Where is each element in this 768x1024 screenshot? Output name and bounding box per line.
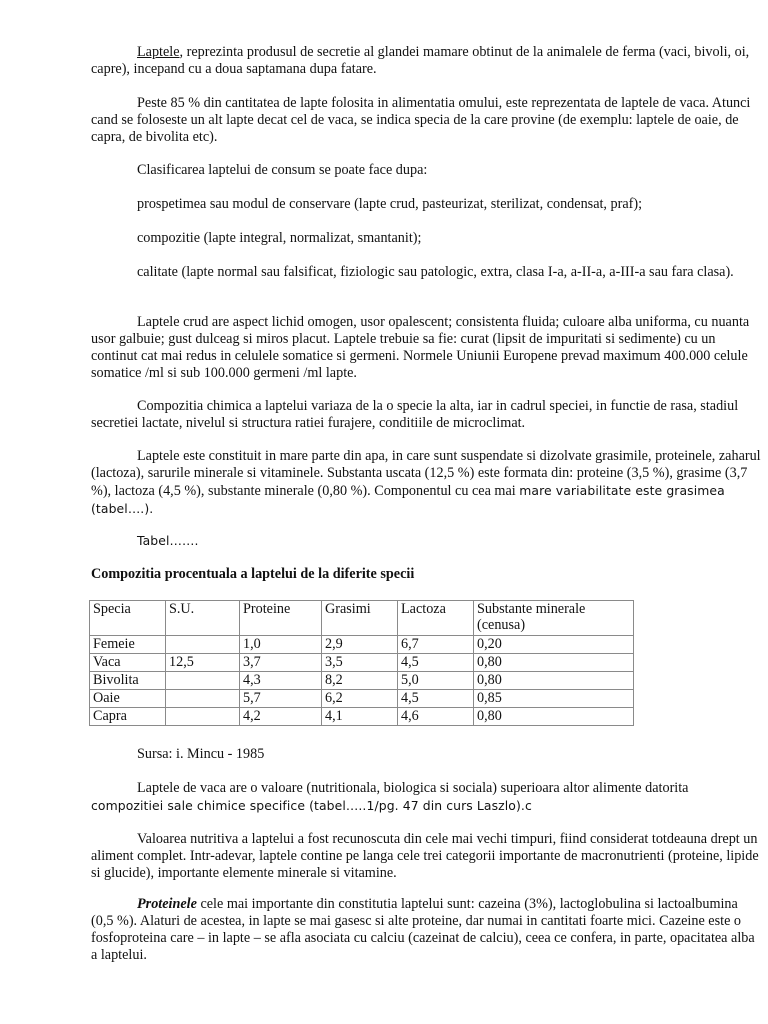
table-cell: 4,5: [398, 654, 474, 672]
classification-item-quality: calitate (lapte normal sau falsificat, fiziologic sau patologic, extra, clasa I-a, a-II-a, a-III-a sau fara clasa).: [137, 264, 734, 280]
table-cell: 3,5: [322, 654, 398, 672]
consumption-paragraph: Peste 85 % din cantitatea de lapte folosita in alimentatia omului, este reprezentata de laptele de vaca. Atunci cand se foloseste un alt lapte decat cel de vaca, se indica specia de la care provine (de exemplu: laptele de oaie, de capra, de bivolita etc).: [91, 95, 751, 145]
header-cell: Grasimi: [322, 601, 398, 636]
proteins-text: cele mai importante din constitutia laptelui sunt: cazeina (3%), lactoglobulina si lactoalbumina (0,5 %). Alaturi de acestea, in lapte se mai gasesc si alte proteine, dar numai in cantitati foarte mici. Cazeine este o fosfoproteina care – in lapte – se afla asociata cu calciu (cazeinat de calciu), ceea ce confera, in parte, opacitatea alba a laptelui.: [91, 896, 755, 963]
table-cell: [166, 636, 240, 654]
proteins-paragraph: [91, 896, 761, 964]
table-cell: 6,2: [322, 690, 398, 708]
table-cell: Bivolita: [90, 672, 166, 690]
table-cell: [166, 708, 240, 726]
value-paragraph: [91, 780, 761, 815]
intro-paragraph: [91, 44, 761, 78]
table-cell: 8,2: [322, 672, 398, 690]
table-cell: 4,3: [240, 672, 322, 690]
table-cell: 4,6: [398, 708, 474, 726]
table-cell: 1,0: [240, 636, 322, 654]
constituents-text: Laptele este constituit in mare parte din apa, in care sunt suspendate si dizolvate grasimile, proteinele, zaharul (lactoza), sarurile minerale si vitaminele. Substanta uscata (12,5 %) este formata din: proteine (3,5 %), grasime (3,7 %), lactoza (4,5 %), substante minerale (0,80 %). Componentul cu cea mai: [91, 448, 761, 499]
table-cell: 4,5: [398, 690, 474, 708]
table-cell: 4,1: [322, 708, 398, 726]
composition-table: [89, 600, 634, 726]
table-cell: 4,2: [240, 708, 322, 726]
table-cell: 0,80: [474, 708, 634, 726]
table-cell: Vaca: [90, 654, 166, 672]
table-cell: 0,85: [474, 690, 634, 708]
header-cell: Specia: [90, 601, 166, 636]
table-row: [90, 690, 634, 708]
table-title: Compozitia procentuala a laptelui de la diferite specii: [91, 566, 415, 582]
value-text: Laptele de vaca are o valoare (nutritionala, biologica si sociala) superioara altor alimente datorita: [137, 780, 689, 796]
table-cell: 2,9: [322, 636, 398, 654]
nutritive-paragraph: Valoarea nutritiva a laptelui a fost recunoscuta din cele mai vechi timpuri, fiind considerat totdeauna drept un aliment complet. Intr-adevar, laptele contine pe langa cele trei categorii importante de macronutrienti (proteine, lipide si glucide), importante elemente minerale si vitamine.: [91, 831, 759, 881]
raw-milk-paragraph: Laptele crud are aspect lichid omogen, usor opalescent; consistenta fluida; culoare alba uniforma, cu nuanta usor galbuie; gust dulceag si miros placut. Laptele trebuie sa fie: curat (lipsit de impuritati si sedimente) cu un continut cat mai redus in celulele somatice si germeni. Normele Uniunii Europene prevad maximum 400.000 celule somatice /ml si sub 100.000 germeni /ml lapte.: [91, 314, 750, 381]
classification-intro: Clasificarea laptelui de consum se poate face dupa:: [137, 162, 428, 178]
table-cell: 0,80: [474, 672, 634, 690]
classification-item-freshness: prospetimea sau modul de conservare (lapte crud, pasteurizat, sterilizat, condensat, praf);: [137, 196, 643, 212]
table-row: [90, 636, 634, 654]
table-cell: 0,80: [474, 654, 634, 672]
value-tail: compozitiei sale chimice specifice (tabel…..1/pg. 47 din curs Laszlo).c: [91, 798, 532, 813]
classification-item-composition: compozitie (lapte integral, normalizat, smantanit);: [137, 230, 422, 246]
intro-term: Laptele: [137, 44, 180, 60]
constituents-paragraph: [91, 448, 761, 518]
table-cell: [166, 690, 240, 708]
table-cell: [166, 672, 240, 690]
chemical-composition-paragraph: Compozitia chimica a laptelui variaza de la o specie la alta, iar in cadrul speciei, in functie de rasa, stadiul secretiei lactate, nivelul si structura ratiei furajere, conditiile de microclimat.: [91, 398, 739, 431]
table-cell: 0,20: [474, 636, 634, 654]
header-cell: Proteine: [240, 601, 322, 636]
table-cell: Femeie: [90, 636, 166, 654]
table-cell: 5,0: [398, 672, 474, 690]
table-cell: Oaie: [90, 690, 166, 708]
table-cell: 6,7: [398, 636, 474, 654]
table-cell: 12,5: [166, 654, 240, 672]
table-row: [90, 654, 634, 672]
table-cell: 3,7: [240, 654, 322, 672]
table-row: [90, 672, 634, 690]
constituents-tail: mare variabilitate este grasimea (tabel….).: [91, 483, 725, 516]
header-cell: Lactoza: [398, 601, 474, 636]
source-note: Sursa: i. Mincu - 1985: [137, 746, 265, 762]
table-cell: 5,7: [240, 690, 322, 708]
table-label: Tabel…….: [137, 533, 199, 548]
proteins-term: Proteinele: [137, 896, 197, 912]
table-header-row: [90, 601, 634, 636]
table-row: [90, 708, 634, 726]
header-cell: Substante minerale (cenusa): [474, 601, 634, 636]
intro-text: , reprezinta produsul de secretie al glandei mamare obtinut de la animalele de ferma (vaci, bivoli, oi, capre), incepand cu a doua saptamana dupa fatare.: [91, 44, 750, 77]
table-cell: Capra: [90, 708, 166, 726]
header-cell: S.U.: [166, 601, 240, 636]
